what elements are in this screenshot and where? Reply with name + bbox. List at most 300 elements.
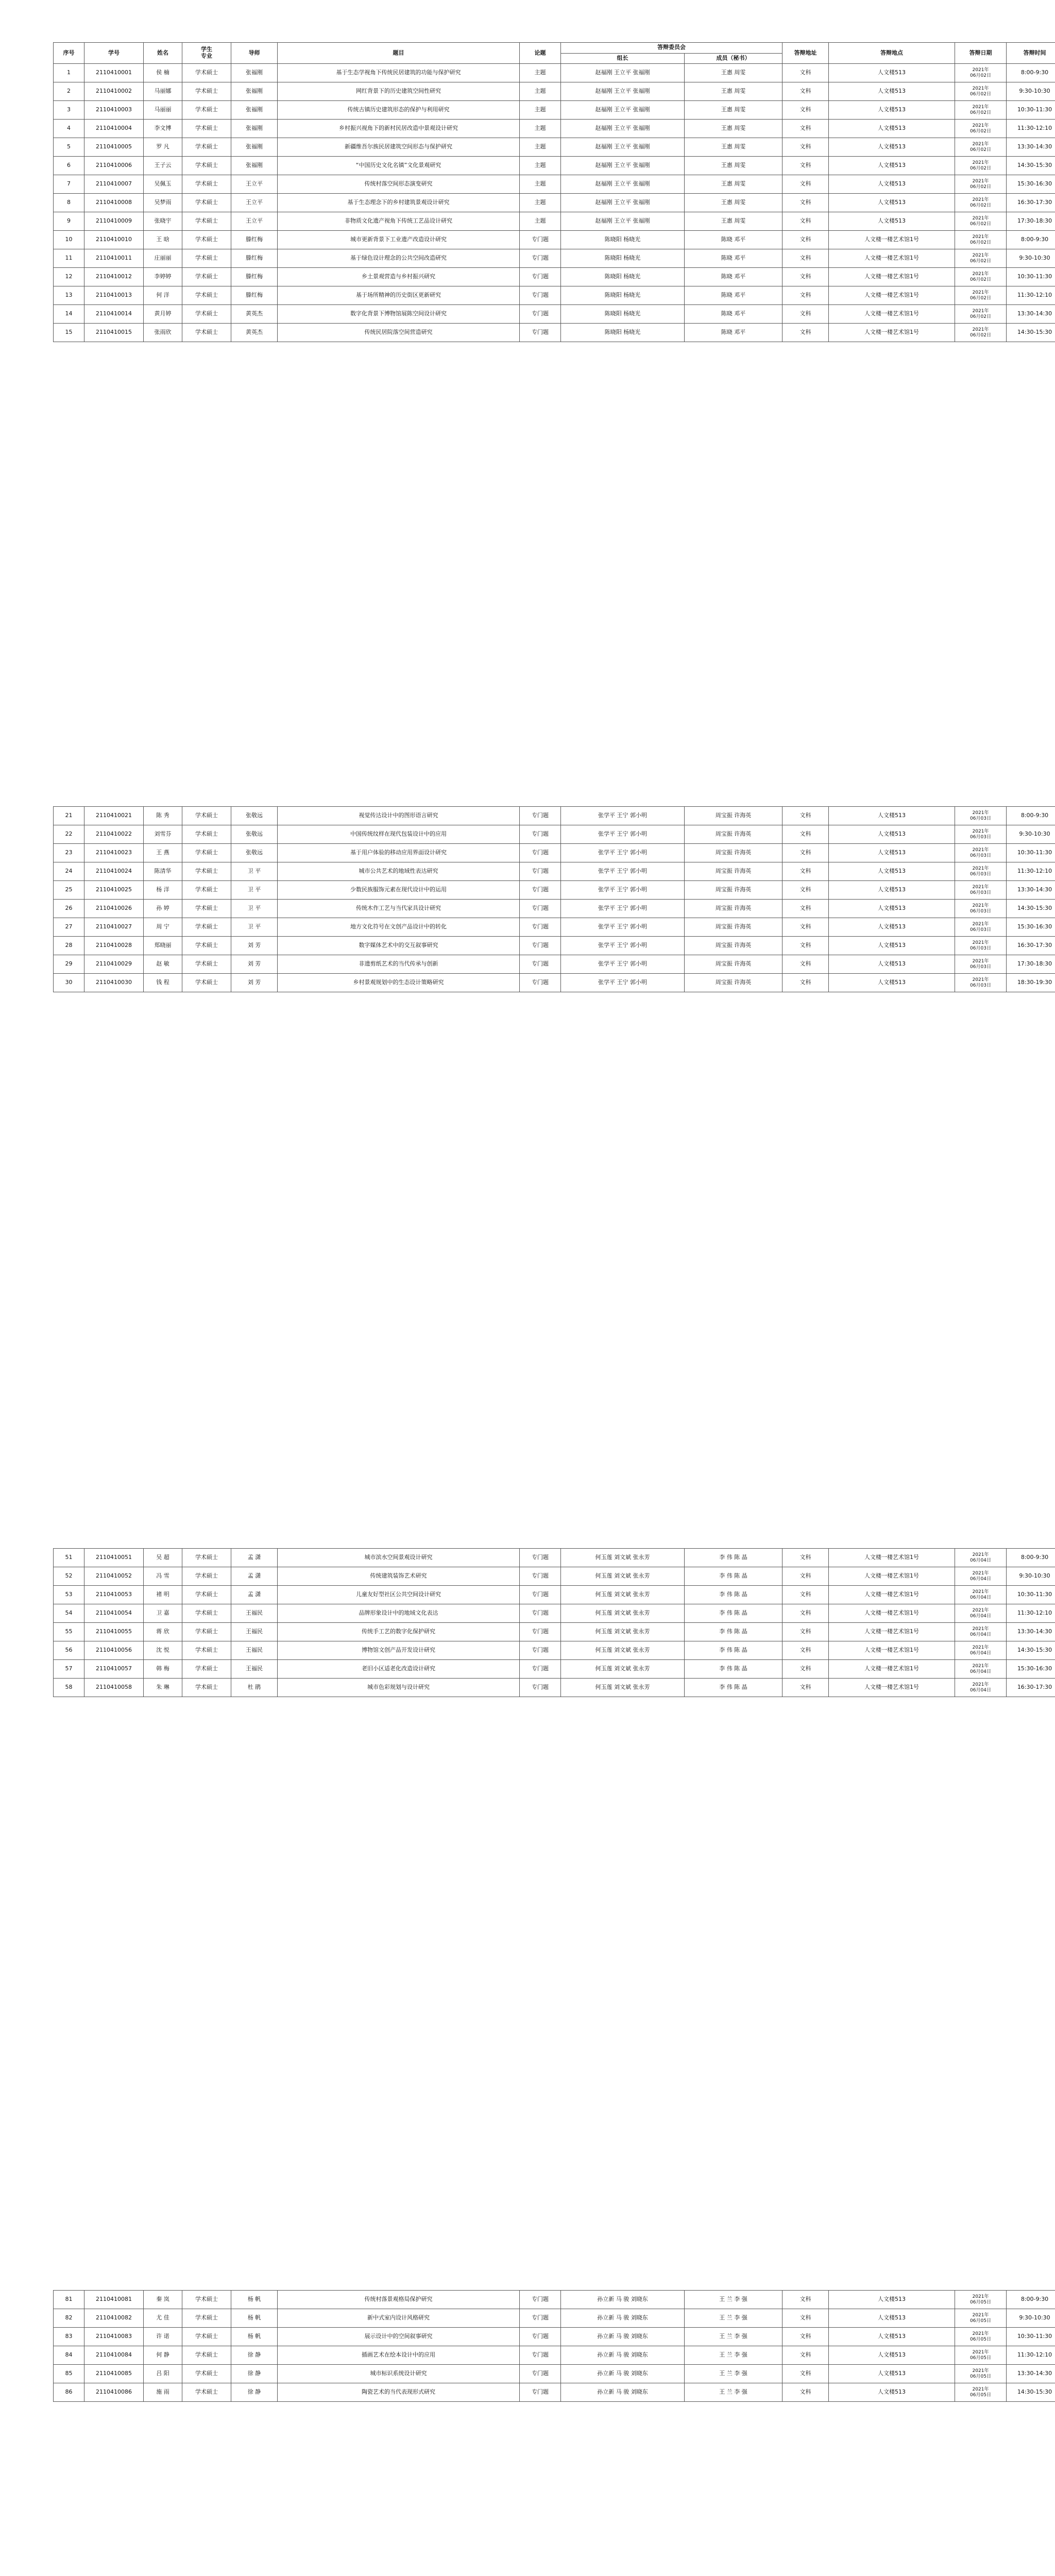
student-no-cell: 2110410025 bbox=[84, 881, 144, 900]
title-cell: 博物馆文创产品开发设计研究 bbox=[278, 1641, 520, 1660]
table-row bbox=[54, 120, 1055, 138]
room-cell: 文科 bbox=[782, 249, 829, 268]
time-cell: 16:30-17:30 bbox=[1007, 937, 1055, 955]
name-cell: 马丽丽 bbox=[144, 101, 182, 120]
table-row bbox=[54, 1679, 1055, 1697]
date-cell: 2021年 06月04日 bbox=[955, 1679, 1007, 1697]
table-row bbox=[54, 268, 1055, 286]
name-cell: 朱 琳 bbox=[144, 1679, 182, 1697]
name-cell: 许 诺 bbox=[144, 2328, 182, 2346]
advisor-cell: 张福刚 bbox=[231, 101, 278, 120]
major-cell: 学术硕士 bbox=[182, 1586, 231, 1604]
student-no-cell: 2110410023 bbox=[84, 844, 144, 862]
seq-cell: 86 bbox=[54, 2383, 84, 2402]
type-cell: 主题 bbox=[520, 212, 561, 231]
seq-cell: 1 bbox=[54, 64, 84, 82]
members-cell: 周宝振 许海英 bbox=[685, 825, 782, 844]
name-cell: 陈 秀 bbox=[144, 807, 182, 825]
chair-cell: 何玉莲 刘文斌 张永芳 bbox=[561, 1679, 685, 1697]
chair-cell: 赵福刚 王立平 张福刚 bbox=[561, 157, 685, 175]
title-cell: 乡土景观营造与乡村振兴研究 bbox=[278, 268, 520, 286]
time-cell: 10:30-11:30 bbox=[1007, 844, 1055, 862]
date-cell: 2021年 06月02日 bbox=[955, 64, 1007, 82]
members-cell: 周宝振 许海英 bbox=[685, 900, 782, 918]
advisor-cell: 滕红梅 bbox=[231, 231, 278, 249]
major-cell: 学术硕士 bbox=[182, 937, 231, 955]
members-cell: 李 伟 陈 晶 bbox=[685, 1586, 782, 1604]
time-cell: 13:30-14:30 bbox=[1007, 138, 1055, 157]
room-cell: 文科 bbox=[782, 1641, 829, 1660]
chair-cell: 孙立新 马 骏 刘晓东 bbox=[561, 2328, 685, 2346]
date-cell: 2021年 06月03日 bbox=[955, 825, 1007, 844]
table-row bbox=[54, 1549, 1055, 1567]
place-cell: 人文楼513 bbox=[829, 2291, 955, 2309]
type-cell: 专门题 bbox=[520, 2365, 561, 2383]
title-cell: 乡村景观规划中的生态设计策略研究 bbox=[278, 974, 520, 992]
major-cell: 学术硕士 bbox=[182, 807, 231, 825]
type-cell: 主题 bbox=[520, 138, 561, 157]
members-cell: 周宝振 许海英 bbox=[685, 844, 782, 862]
seq-header: 序号 bbox=[54, 43, 84, 64]
members-cell: 陈晓 邓平 bbox=[685, 324, 782, 342]
advisor-cell: 王立平 bbox=[231, 194, 278, 212]
members-cell: 陈晓 邓平 bbox=[685, 231, 782, 249]
table-row bbox=[54, 2291, 1055, 2309]
name-cell: 吴 超 bbox=[144, 1549, 182, 1567]
time-cell: 13:30-14:30 bbox=[1007, 2365, 1055, 2383]
table-row bbox=[54, 807, 1055, 825]
major-cell: 学术硕士 bbox=[182, 1604, 231, 1623]
name-cell: 韩 梅 bbox=[144, 1660, 182, 1679]
room-cell: 文科 bbox=[782, 286, 829, 305]
chair-cell: 何玉莲 刘文斌 张永芳 bbox=[561, 1549, 685, 1567]
type-cell: 专门题 bbox=[520, 881, 561, 900]
student-no-cell: 2110410026 bbox=[84, 900, 144, 918]
type-cell: 专门题 bbox=[520, 286, 561, 305]
title-cell: 网红背景下的历史建筑空间性研究 bbox=[278, 82, 520, 101]
room-cell: 文科 bbox=[782, 324, 829, 342]
major-cell: 学术硕士 bbox=[182, 82, 231, 101]
time-cell: 13:30-14:30 bbox=[1007, 305, 1055, 324]
chair-cell: 张学平 王宁 郭小明 bbox=[561, 900, 685, 918]
table-row bbox=[54, 101, 1055, 120]
table-row bbox=[54, 286, 1055, 305]
title-cell: 城市标识系统设计研究 bbox=[278, 2365, 520, 2383]
chair-cell: 陈晓阳 杨晓光 bbox=[561, 286, 685, 305]
major-cell: 学术硕士 bbox=[182, 212, 231, 231]
schedule-table-section-1 bbox=[53, 42, 1052, 342]
seq-cell: 24 bbox=[54, 862, 84, 881]
student-no-cell: 2110410011 bbox=[84, 249, 144, 268]
date-cell: 2021年 06月04日 bbox=[955, 1660, 1007, 1679]
defense-schedule-table bbox=[53, 2290, 1055, 2402]
table-row bbox=[54, 844, 1055, 862]
members-cell: 王惠 周雯 bbox=[685, 101, 782, 120]
chair-cell: 赵福刚 王立平 张福刚 bbox=[561, 82, 685, 101]
table-row bbox=[54, 1586, 1055, 1604]
major-cell: 学术硕士 bbox=[182, 918, 231, 937]
place-cell: 人文楼一楼艺术馆1号 bbox=[829, 1567, 955, 1586]
name-cell: 郑晓丽 bbox=[144, 937, 182, 955]
student-no-cell: 2110410010 bbox=[84, 231, 144, 249]
advisor-cell: 张福刚 bbox=[231, 120, 278, 138]
seq-cell: 2 bbox=[54, 82, 84, 101]
date-cell: 2021年 06月02日 bbox=[955, 157, 1007, 175]
student-no-cell: 2110410008 bbox=[84, 194, 144, 212]
major-cell: 学术硕士 bbox=[182, 120, 231, 138]
student-no-cell: 2110410007 bbox=[84, 175, 144, 194]
name-cell: 王 晗 bbox=[144, 231, 182, 249]
title-cell: 基于生态理念下的乡村建筑景观设计研究 bbox=[278, 194, 520, 212]
student-no-cell: 2110410083 bbox=[84, 2328, 144, 2346]
advisor-cell: 孟 潇 bbox=[231, 1586, 278, 1604]
seq-cell: 82 bbox=[54, 2309, 84, 2328]
student-no-cell: 2110410027 bbox=[84, 918, 144, 937]
table-row bbox=[54, 1604, 1055, 1623]
advisor-cell: 黄英杰 bbox=[231, 324, 278, 342]
seq-cell: 25 bbox=[54, 881, 84, 900]
major-cell: 学术硕士 bbox=[182, 844, 231, 862]
major-cell: 学术硕士 bbox=[182, 955, 231, 974]
name-cell: 罗 凡 bbox=[144, 138, 182, 157]
type-cell: 专门题 bbox=[520, 2291, 561, 2309]
advisor-cell: 黄英杰 bbox=[231, 305, 278, 324]
major-cell: 学术硕士 bbox=[182, 825, 231, 844]
student-no-cell: 2110410054 bbox=[84, 1604, 144, 1623]
place-cell: 人文楼一楼艺术馆1号 bbox=[829, 305, 955, 324]
major-cell: 学术硕士 bbox=[182, 324, 231, 342]
members-cell: 陈晓 邓平 bbox=[685, 268, 782, 286]
place-cell: 人文楼513 bbox=[829, 2309, 955, 2328]
chair-cell: 赵福刚 王立平 张福刚 bbox=[561, 138, 685, 157]
room-cell: 文科 bbox=[782, 1586, 829, 1604]
members-cell: 王惠 周雯 bbox=[685, 138, 782, 157]
name-cell: 李文博 bbox=[144, 120, 182, 138]
time-cell: 14:30-15:30 bbox=[1007, 324, 1055, 342]
seq-cell: 29 bbox=[54, 955, 84, 974]
date-cell: 2021年 06月04日 bbox=[955, 1567, 1007, 1586]
place-cell: 人文楼513 bbox=[829, 82, 955, 101]
major-cell: 学术硕士 bbox=[182, 175, 231, 194]
date-cell: 2021年 06月03日 bbox=[955, 881, 1007, 900]
title-cell: 中国传统纹样在现代包装设计中的应用 bbox=[278, 825, 520, 844]
date-cell: 2021年 06月05日 bbox=[955, 2365, 1007, 2383]
date-cell: 2021年 06月03日 bbox=[955, 937, 1007, 955]
table-row bbox=[54, 157, 1055, 175]
members-cell: 王惠 周雯 bbox=[685, 194, 782, 212]
members-cell: 陈晓 邓平 bbox=[685, 286, 782, 305]
table-row bbox=[54, 175, 1055, 194]
name-cell: 何 洋 bbox=[144, 286, 182, 305]
table-row bbox=[54, 2365, 1055, 2383]
title-cell: 插画艺术在绘本设计中的应用 bbox=[278, 2346, 520, 2365]
time-cell: 9:30-10:30 bbox=[1007, 825, 1055, 844]
date-cell: 2021年 06月05日 bbox=[955, 2309, 1007, 2328]
student-no-cell: 2110410029 bbox=[84, 955, 144, 974]
advisor-cell: 杜 鹃 bbox=[231, 1679, 278, 1697]
major-cell: 学术硕士 bbox=[182, 2291, 231, 2309]
members-cell: 周宝振 许海英 bbox=[685, 955, 782, 974]
student-no-cell: 2110410012 bbox=[84, 268, 144, 286]
place-cell: 人文楼一楼艺术馆1号 bbox=[829, 1623, 955, 1641]
major-cell: 学术硕士 bbox=[182, 2383, 231, 2402]
major-cell: 学术硕士 bbox=[182, 286, 231, 305]
place-cell: 人文楼一楼艺术馆1号 bbox=[829, 1641, 955, 1660]
table-row bbox=[54, 324, 1055, 342]
room-cell: 文科 bbox=[782, 2346, 829, 2365]
members-cell: 周宝振 许海英 bbox=[685, 974, 782, 992]
room-cell: 文科 bbox=[782, 955, 829, 974]
table-row bbox=[54, 2383, 1055, 2402]
title-cell: 传统木作工艺与当代家具设计研究 bbox=[278, 900, 520, 918]
type-cell: 专门题 bbox=[520, 1549, 561, 1567]
place-cell: 人文楼一楼艺术馆1号 bbox=[829, 1549, 955, 1567]
date-cell: 2021年 06月03日 bbox=[955, 844, 1007, 862]
title-cell: 新中式室内设计风格研究 bbox=[278, 2309, 520, 2328]
name-cell: 张雨欣 bbox=[144, 324, 182, 342]
members-cell: 王惠 周雯 bbox=[685, 175, 782, 194]
members-header: 成员（秘书） bbox=[685, 53, 782, 64]
chair-cell: 陈晓阳 杨晓光 bbox=[561, 324, 685, 342]
type-cell: 专门题 bbox=[520, 305, 561, 324]
defense-schedule-table bbox=[53, 1548, 1055, 1697]
type-cell: 专门题 bbox=[520, 1604, 561, 1623]
room-cell: 文科 bbox=[782, 807, 829, 825]
chair-cell: 何玉莲 刘文斌 张永芳 bbox=[561, 1660, 685, 1679]
title-cell: 少数民族服饰元素在现代设计中的运用 bbox=[278, 881, 520, 900]
time-cell: 8:00-9:30 bbox=[1007, 64, 1055, 82]
advisor-cell: 徐 静 bbox=[231, 2365, 278, 2383]
name-cell: 吕 阳 bbox=[144, 2365, 182, 2383]
place-cell: 人文楼513 bbox=[829, 175, 955, 194]
time-cell: 10:30-11:30 bbox=[1007, 1586, 1055, 1604]
room-cell: 文科 bbox=[782, 305, 829, 324]
advisor-cell: 杨 帆 bbox=[231, 2291, 278, 2309]
title-cell: 数字媒体艺术中的交互叙事研究 bbox=[278, 937, 520, 955]
type-cell: 主题 bbox=[520, 175, 561, 194]
major-header: 学生 专业 bbox=[182, 43, 231, 64]
seq-cell: 85 bbox=[54, 2365, 84, 2383]
place-header: 答辩地点 bbox=[829, 43, 955, 64]
major-cell: 学术硕士 bbox=[182, 1567, 231, 1586]
chair-cell: 张学平 王宁 郭小明 bbox=[561, 844, 685, 862]
student-no-cell: 2110410001 bbox=[84, 64, 144, 82]
place-cell: 人文楼513 bbox=[829, 900, 955, 918]
major-cell: 学术硕士 bbox=[182, 2328, 231, 2346]
table-row bbox=[54, 194, 1055, 212]
major-cell: 学术硕士 bbox=[182, 2346, 231, 2365]
room-cell: 文科 bbox=[782, 862, 829, 881]
defense-schedule-table bbox=[53, 42, 1055, 342]
title-cell: 城市更新背景下工业遗产改造设计研究 bbox=[278, 231, 520, 249]
advisor-cell: 卫 平 bbox=[231, 881, 278, 900]
title-cell: 品牌形象设计中的地域文化表达 bbox=[278, 1604, 520, 1623]
members-cell: 王惠 周雯 bbox=[685, 212, 782, 231]
members-cell: 李 伟 陈 晶 bbox=[685, 1567, 782, 1586]
student-no-cell: 2110410057 bbox=[84, 1660, 144, 1679]
student-no-cell: 2110410015 bbox=[84, 324, 144, 342]
advisor-cell: 王福民 bbox=[231, 1641, 278, 1660]
members-cell: 王惠 周雯 bbox=[685, 64, 782, 82]
room-cell: 文科 bbox=[782, 937, 829, 955]
date-cell: 2021年 06月02日 bbox=[955, 82, 1007, 101]
chair-cell: 张学平 王宁 郭小明 bbox=[561, 937, 685, 955]
chair-cell: 张学平 王宁 郭小明 bbox=[561, 881, 685, 900]
members-cell: 周宝振 许海英 bbox=[685, 918, 782, 937]
schedule-table-section-2 bbox=[53, 806, 1052, 992]
table-row bbox=[54, 64, 1055, 82]
title-cell: 非物质文化遗产视角下传统工艺品设计研究 bbox=[278, 212, 520, 231]
seq-cell: 55 bbox=[54, 1623, 84, 1641]
room-cell: 文科 bbox=[782, 2383, 829, 2402]
time-cell: 17:30-18:30 bbox=[1007, 955, 1055, 974]
members-cell: 王 兰 李 强 bbox=[685, 2291, 782, 2309]
room-cell: 文科 bbox=[782, 157, 829, 175]
advisor-cell: 卫 平 bbox=[231, 862, 278, 881]
student-no-cell: 2110410028 bbox=[84, 937, 144, 955]
chair-cell: 何玉莲 刘文斌 张永芳 bbox=[561, 1567, 685, 1586]
members-cell: 王 兰 李 强 bbox=[685, 2309, 782, 2328]
chair-cell: 张学平 王宁 郭小明 bbox=[561, 862, 685, 881]
chair-cell: 张学平 王宁 郭小明 bbox=[561, 918, 685, 937]
major-cell: 学术硕士 bbox=[182, 1549, 231, 1567]
advisor-cell: 杨 帆 bbox=[231, 2328, 278, 2346]
date-cell: 2021年 06月02日 bbox=[955, 324, 1007, 342]
student-no-cell: 2110410051 bbox=[84, 1549, 144, 1567]
type-cell: 主题 bbox=[520, 194, 561, 212]
chair-cell: 陈晓阳 杨晓光 bbox=[561, 305, 685, 324]
table-row bbox=[54, 881, 1055, 900]
student-no-cell: 2110410052 bbox=[84, 1567, 144, 1586]
room-header: 答辩地址 bbox=[782, 43, 829, 64]
type-cell: 专门题 bbox=[520, 937, 561, 955]
place-cell: 人文楼513 bbox=[829, 918, 955, 937]
date-header: 答辩日期 bbox=[955, 43, 1007, 64]
table-row bbox=[54, 955, 1055, 974]
advisor-cell: 张敬远 bbox=[231, 844, 278, 862]
table-row bbox=[54, 2346, 1055, 2365]
name-cell: 周 宁 bbox=[144, 918, 182, 937]
seq-cell: 10 bbox=[54, 231, 84, 249]
type-cell: 专门题 bbox=[520, 955, 561, 974]
members-cell: 李 伟 陈 晶 bbox=[685, 1641, 782, 1660]
type-cell: 专门题 bbox=[520, 231, 561, 249]
date-cell: 2021年 06月03日 bbox=[955, 918, 1007, 937]
table-row bbox=[54, 825, 1055, 844]
members-cell: 周宝振 许海英 bbox=[685, 862, 782, 881]
time-cell: 14:30-15:30 bbox=[1007, 900, 1055, 918]
type-cell: 主题 bbox=[520, 120, 561, 138]
student-no-cell: 2110410085 bbox=[84, 2365, 144, 2383]
type-cell: 专门题 bbox=[520, 2346, 561, 2365]
name-cell: 刘雪芬 bbox=[144, 825, 182, 844]
name-cell: 蒋 欣 bbox=[144, 1623, 182, 1641]
chair-cell: 何玉莲 刘文斌 张永芳 bbox=[561, 1586, 685, 1604]
table-row bbox=[54, 305, 1055, 324]
chair-cell: 何玉莲 刘文斌 张永芳 bbox=[561, 1604, 685, 1623]
room-cell: 文科 bbox=[782, 231, 829, 249]
title-cell: “中国历史文化名镇”文化景观研究 bbox=[278, 157, 520, 175]
members-cell: 李 伟 陈 晶 bbox=[685, 1679, 782, 1697]
time-cell: 8:00-9:30 bbox=[1007, 1549, 1055, 1567]
defense-schedule-table bbox=[53, 806, 1055, 992]
room-cell: 文科 bbox=[782, 1660, 829, 1679]
advisor-cell: 徐 静 bbox=[231, 2346, 278, 2365]
members-cell: 周宝振 许海英 bbox=[685, 881, 782, 900]
name-cell: 侯 楠 bbox=[144, 64, 182, 82]
members-cell: 陈晓 邓平 bbox=[685, 305, 782, 324]
room-cell: 文科 bbox=[782, 194, 829, 212]
table-row bbox=[54, 249, 1055, 268]
date-cell: 2021年 06月05日 bbox=[955, 2291, 1007, 2309]
title-cell: 传统古镇历史建筑形态的保护与利用研究 bbox=[278, 101, 520, 120]
major-cell: 学术硕士 bbox=[182, 231, 231, 249]
table-row bbox=[54, 918, 1055, 937]
name-cell: 庄丽丽 bbox=[144, 249, 182, 268]
advisor-cell: 张敬远 bbox=[231, 825, 278, 844]
members-cell: 陈晓 邓平 bbox=[685, 249, 782, 268]
place-cell: 人文楼一楼艺术馆1号 bbox=[829, 324, 955, 342]
type-cell: 主题 bbox=[520, 101, 561, 120]
major-cell: 学术硕士 bbox=[182, 2365, 231, 2383]
date-cell: 2021年 06月02日 bbox=[955, 212, 1007, 231]
type-cell: 专门题 bbox=[520, 844, 561, 862]
title-cell: 城市色彩规划与设计研究 bbox=[278, 1679, 520, 1697]
name-cell: 赵 敏 bbox=[144, 955, 182, 974]
name-cell: 李婷婷 bbox=[144, 268, 182, 286]
chair-cell: 赵福刚 王立平 张福刚 bbox=[561, 175, 685, 194]
place-cell: 人文楼513 bbox=[829, 937, 955, 955]
place-cell: 人文楼513 bbox=[829, 862, 955, 881]
advisor-header: 导师 bbox=[231, 43, 278, 64]
chair-cell: 何玉莲 刘文斌 张永芳 bbox=[561, 1623, 685, 1641]
date-cell: 2021年 06月05日 bbox=[955, 2383, 1007, 2402]
type-cell: 专门题 bbox=[520, 268, 561, 286]
student-no-cell: 2110410058 bbox=[84, 1679, 144, 1697]
title-cell: 陶瓷艺术的当代表现形式研究 bbox=[278, 2383, 520, 2402]
student-no-cell: 2110410006 bbox=[84, 157, 144, 175]
place-cell: 人文楼513 bbox=[829, 955, 955, 974]
title-cell: 视觉传达设计中的图形语言研究 bbox=[278, 807, 520, 825]
time-cell: 9:30-10:30 bbox=[1007, 249, 1055, 268]
name-cell: 黄月婷 bbox=[144, 305, 182, 324]
student-no-cell: 2110410053 bbox=[84, 1586, 144, 1604]
title-cell: 传统手工艺的数字化保护研究 bbox=[278, 1623, 520, 1641]
table-row bbox=[54, 1660, 1055, 1679]
type-cell: 专门题 bbox=[520, 1567, 561, 1586]
room-cell: 文科 bbox=[782, 1604, 829, 1623]
date-cell: 2021年 06月04日 bbox=[955, 1641, 1007, 1660]
time-cell: 10:30-11:30 bbox=[1007, 268, 1055, 286]
chair-cell: 赵福刚 王立平 张福刚 bbox=[561, 64, 685, 82]
time-cell: 18:30-19:30 bbox=[1007, 974, 1055, 992]
time-cell: 14:30-15:30 bbox=[1007, 157, 1055, 175]
place-cell: 人文楼513 bbox=[829, 138, 955, 157]
chair-cell: 赵福刚 王立平 张福刚 bbox=[561, 194, 685, 212]
title-header: 题目 bbox=[278, 43, 520, 64]
time-cell: 8:00-9:30 bbox=[1007, 231, 1055, 249]
name-cell: 尤 佳 bbox=[144, 2309, 182, 2328]
time-cell: 15:30-16:30 bbox=[1007, 918, 1055, 937]
seq-cell: 30 bbox=[54, 974, 84, 992]
room-cell: 文科 bbox=[782, 844, 829, 862]
type-cell: 专门题 bbox=[520, 2383, 561, 2402]
name-cell: 杨 洋 bbox=[144, 881, 182, 900]
advisor-cell: 王福民 bbox=[231, 1604, 278, 1623]
room-cell: 文科 bbox=[782, 1549, 829, 1567]
date-cell: 2021年 06月02日 bbox=[955, 138, 1007, 157]
time-cell: 9:30-10:30 bbox=[1007, 1567, 1055, 1586]
